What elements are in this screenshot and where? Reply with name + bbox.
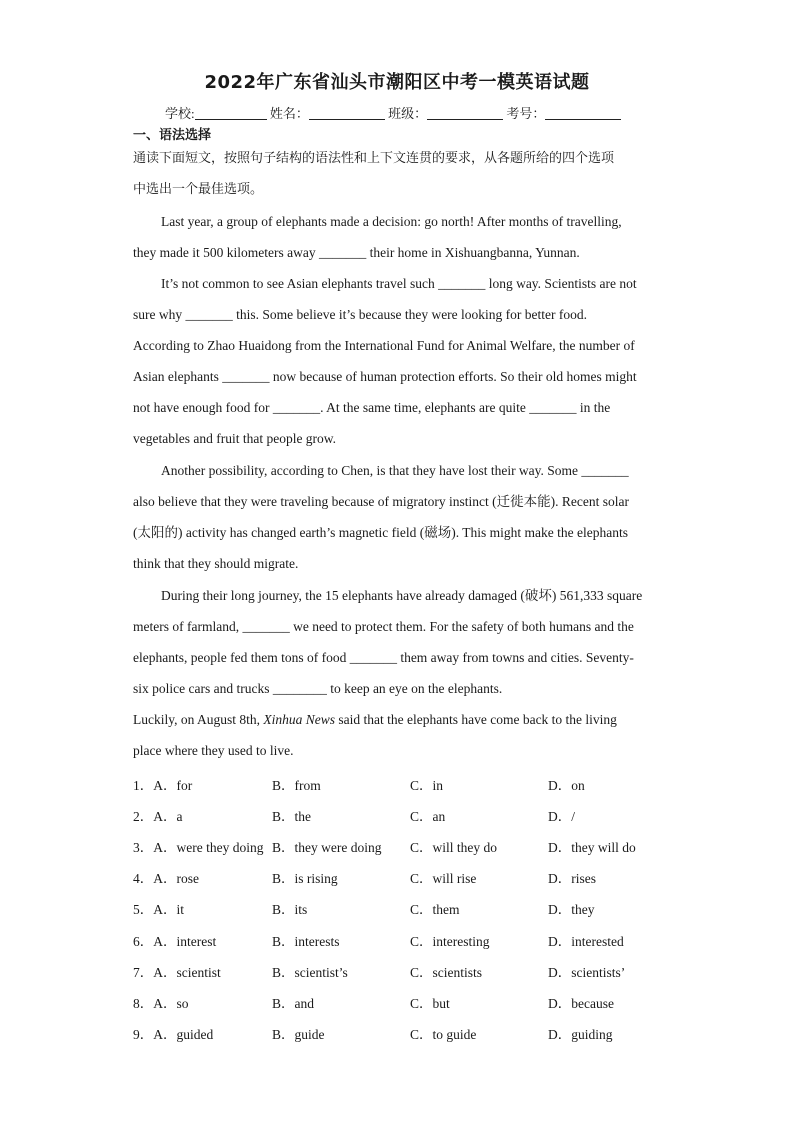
class-blank[interactable] xyxy=(427,106,503,120)
option-a[interactable]: 5．A．it xyxy=(133,902,185,917)
question-row xyxy=(133,992,693,1010)
option-c[interactable]: C．to guide xyxy=(410,1027,477,1042)
passage-closing-line: Luckily, on August 8th, Xinhua News said that the elephants have come back to the living xyxy=(133,712,617,727)
option-d[interactable]: D．interested xyxy=(548,934,624,949)
option-d[interactable]: D．rises xyxy=(548,871,596,886)
passage-line: six police cars and trucks ________ to keep an eye on the elephants. xyxy=(133,681,503,696)
option-b[interactable]: B．interests xyxy=(272,934,340,949)
passage-line: vegetables and fruit that people grow. xyxy=(133,431,337,446)
option-a[interactable]: 2．A．a xyxy=(133,809,183,824)
option-b[interactable]: B．is rising xyxy=(272,871,338,886)
option-b[interactable]: B．from xyxy=(272,778,321,793)
passage-line: Another possibility, according to Chen, is that they have lost their way. Some _______ xyxy=(161,463,629,478)
option-d[interactable]: D．they xyxy=(548,902,595,917)
news-source: Xinhua News xyxy=(263,712,336,727)
question-row xyxy=(133,930,693,948)
question-row xyxy=(133,867,693,885)
option-c[interactable]: C．but xyxy=(410,996,450,1011)
option-d[interactable]: D．because xyxy=(548,996,614,1011)
passage-line: meters of farmland, _______ we need to protect them. For the safety of both humans and the xyxy=(133,619,634,634)
question-row xyxy=(133,898,693,916)
option-c[interactable]: C．them xyxy=(410,902,460,917)
option-a[interactable]: 7．A．scientist xyxy=(133,965,221,980)
passage-line: sure why _______ this. Some believe it’s because they were looking for better food. xyxy=(133,307,588,322)
name-blank[interactable] xyxy=(309,106,385,120)
option-b[interactable]: B．guide xyxy=(272,1027,325,1042)
name-label: 姓名： xyxy=(269,106,309,121)
question-row xyxy=(133,836,693,854)
school-blank[interactable] xyxy=(195,106,267,120)
student-info-line xyxy=(165,103,621,122)
question-row xyxy=(133,805,693,823)
option-a[interactable]: 8．A．so xyxy=(133,996,189,1011)
option-a[interactable]: 3．A．were they doing xyxy=(133,840,264,855)
school-label: 学校: xyxy=(165,106,195,121)
option-b[interactable]: B．scientist’s xyxy=(272,965,348,980)
exam-no-blank[interactable] xyxy=(545,106,621,120)
passage-line: It’s not common to see Asian elephants travel such _______ long way. Scientists are not xyxy=(161,276,637,291)
question-row xyxy=(133,961,693,979)
option-d[interactable]: D．they will do xyxy=(548,840,636,855)
option-a[interactable]: 6．A．interest xyxy=(133,934,217,949)
option-c[interactable]: C．will they do xyxy=(410,840,497,855)
passage-line: they made it 500 kilometers away _______ their home in Xishuangbanna, Yunnan. xyxy=(133,245,580,260)
option-d[interactable]: D．on xyxy=(548,778,585,793)
option-c[interactable]: C．interesting xyxy=(410,934,490,949)
option-c[interactable]: C．an xyxy=(410,809,446,824)
passage-closing-line: place where they used to live. xyxy=(133,743,294,758)
option-a[interactable]: 1．A．for xyxy=(133,778,193,793)
passage-line: think that they should migrate. xyxy=(133,556,299,571)
passage-line: (太阳的) activity has changed earth’s magnetic field (磁场). This might make the elephants xyxy=(133,525,628,540)
option-a[interactable]: 4．A．rose xyxy=(133,871,199,886)
option-a[interactable]: 9．A．guided xyxy=(133,1027,214,1042)
option-b[interactable]: B．its xyxy=(272,902,308,917)
option-b[interactable]: B．they were doing xyxy=(272,840,382,855)
option-d[interactable]: D．guiding xyxy=(548,1027,613,1042)
option-b[interactable]: B．and xyxy=(272,996,314,1011)
option-d[interactable]: D．scientists’ xyxy=(548,965,626,980)
instruction-line: 中选出一个最佳选项。 xyxy=(133,182,264,197)
option-b[interactable]: B．the xyxy=(272,809,311,824)
section-title: 一、语法选择 xyxy=(133,128,212,143)
passage-line: Last year, a group of elephants made a decision: go north! After months of travelling, xyxy=(161,214,622,229)
exam-no-label: 考号： xyxy=(506,106,546,121)
option-c[interactable]: C．in xyxy=(410,778,444,793)
passage-line: According to Zhao Huaidong from the International Fund for Animal Welfare, the number of xyxy=(133,338,635,353)
page-title: 2022年广东省汕头市潮阳区中考一模英语试题 xyxy=(204,72,590,93)
passage-line: not have enough food for _______. At the same time, elephants are quite _______ in the xyxy=(133,400,611,415)
passage-line: elephants, people fed them tons of food _______ them away from towns and cities. Seventy- xyxy=(133,650,634,665)
class-label: 班级： xyxy=(388,106,428,121)
passage-line: Asian elephants _______ now because of human protection efforts. So their old homes might xyxy=(133,369,637,384)
question-row xyxy=(133,774,693,792)
question-row xyxy=(133,1023,693,1041)
passage-line: also believe that they were traveling because of migratory instinct (迁徙本能). Recent solar xyxy=(133,494,629,509)
instruction-line: 通读下面短文，按照句子结构的语法性和上下文连贯的要求，从各题所给的四个选项 xyxy=(133,151,615,166)
option-c[interactable]: C．scientists xyxy=(410,965,483,980)
option-d[interactable]: D．/ xyxy=(548,809,575,824)
passage-line: During their long journey, the 15 elephants have already damaged (破坏) 561,333 square xyxy=(161,588,643,603)
option-c[interactable]: C．will rise xyxy=(410,871,477,886)
